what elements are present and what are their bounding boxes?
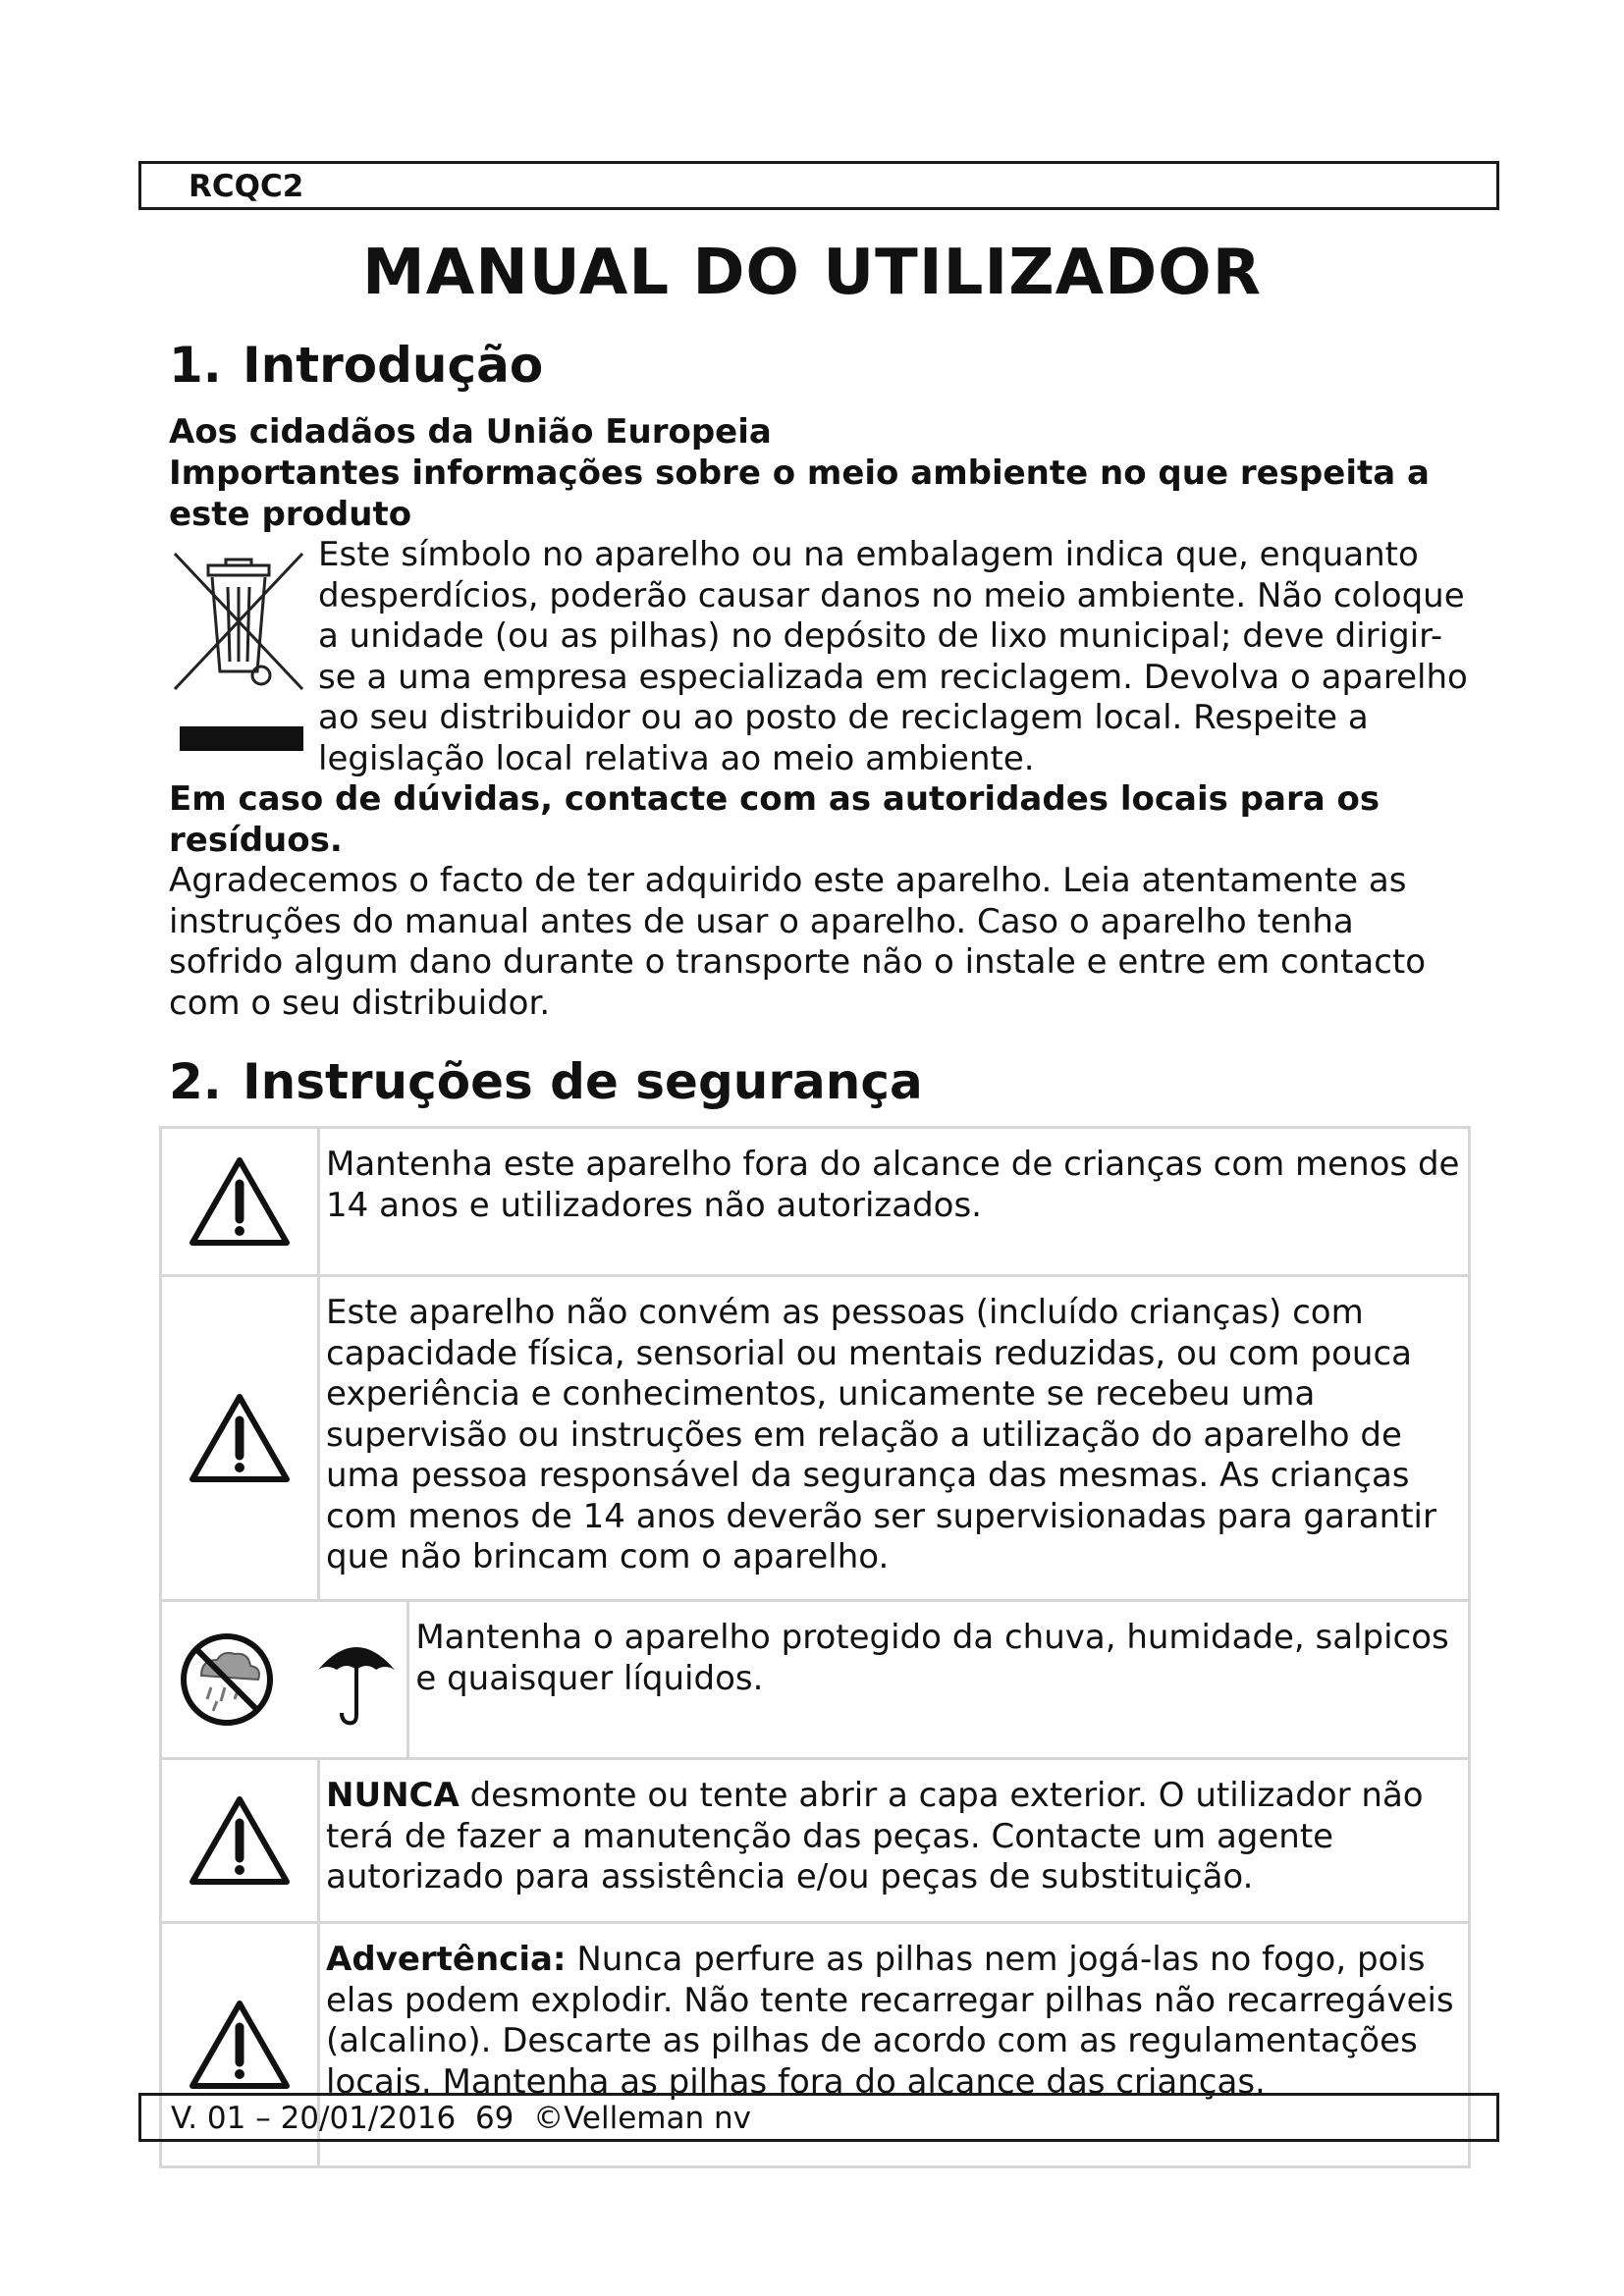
section-number: 2. <box>169 1053 222 1110</box>
safety-text: Mantenha o aparelho protegido da chuva, humidade, salpicos e quaisquer líquidos. <box>408 1601 1470 1759</box>
umbrella-icon <box>314 1630 399 1729</box>
header-box <box>138 161 1499 210</box>
section-heading-intro <box>169 336 543 395</box>
safety-text: Mantenha este aparelho fora do alcance de crianças com menos de 14 anos e utilizadores não autorizados. <box>319 1128 1470 1276</box>
crossed-bin-icon <box>167 546 310 697</box>
footer-text: V. 01 – 20/01/2016 69 ©Velleman nv <box>171 2101 751 2136</box>
icon-cell <box>161 1601 408 1759</box>
section-title: Instruções de segurança <box>243 1053 923 1110</box>
citizens-heading: Aos cidadãos da União Europeia <box>169 412 772 452</box>
safety-row <box>161 1601 1470 1759</box>
weee-text: Este símbolo no aparelho ou na embalagem indica que, enquanto desperdícios, poderão causar danos no meio ambiente. Não coloque a unidade (ou as pilhas) no depósito de lixo municipal; deve dirigir-se a uma empresa especializada em reciclagem. Devolva o aparelho ao seu distribuidor ou ao posto de reciclagem local. Respeite a legislação local relativa ao meio ambiente. <box>318 535 1468 778</box>
document-title: MANUAL DO UTILIZADOR <box>362 237 1262 309</box>
weee-bar-symbol <box>180 726 303 751</box>
safety-row <box>161 1276 1470 1601</box>
section-heading-safety <box>169 1052 923 1111</box>
safety-row <box>161 1128 1470 1276</box>
doubts-text: Em caso de dúvidas, contacte com as autoridades locais para os resíduos. <box>169 779 1380 860</box>
icon-cell <box>161 1759 319 1923</box>
warning-triangle-icon <box>187 1998 293 2092</box>
product-code: RCQC2 <box>189 169 304 204</box>
safety-table <box>159 1126 1471 2168</box>
safety-text: Este aparelho não convém as pessoas (incluído crianças) com capacidade física, sensorial ou mentais reduzidas, ou com pouca experiência e conhecimentos, unicamente se recebeu uma supervisão ou instruções em relação a utilização do aparelho de uma pessoa responsável da segurança das mesmas. As crianças com menos de 14 anos deverão ser supervisionadas para garantir que não brincam com o aparelho. <box>319 1276 1470 1601</box>
safety-lead: Advertência: <box>326 1940 567 1979</box>
warning-triangle-icon <box>187 1154 293 1249</box>
safety-text: Nunca perfure as pilhas nem jogá-las no fogo, pois elas podem explodir. Não tente recarregar pilhas não recarregáveis (alcalino). Descarte as pilhas de acordo com as regulamentações locais. Mantenha as pilhas fora do alcance das crianças. <box>326 1940 1454 2102</box>
no-rain-icon <box>172 1630 282 1729</box>
warning-triangle-icon <box>187 1793 293 1888</box>
section-number: 1. <box>169 337 222 394</box>
environment-heading: Importantes informações sobre o meio ambiente no que respeita a este produto <box>169 454 1430 534</box>
icon-cell <box>161 1128 319 1276</box>
footer-box <box>138 2093 1499 2142</box>
safety-row <box>161 1759 1470 1923</box>
section-title: Introdução <box>243 337 544 394</box>
safety-lead: NUNCA <box>326 1776 460 1815</box>
warning-triangle-icon <box>187 1391 293 1485</box>
thanks-text: Agradecemos o facto de ter adquirido este aparelho. Leia atentamente as instruções do manual antes de usar o aparelho. Caso o aparelho tenha sofrido algum dano durante o transporte não o instale e entre em contacto com o seu distribuidor. <box>169 861 1427 1023</box>
safety-text-cell <box>319 1759 1470 1923</box>
icon-cell <box>161 1276 319 1601</box>
safety-text: desmonte ou tente abrir a capa exterior. O utilizador não terá de fazer a manutenção das peças. Contacte um agente autorizado para assistência e/ou peças de substituição. <box>326 1776 1424 1896</box>
